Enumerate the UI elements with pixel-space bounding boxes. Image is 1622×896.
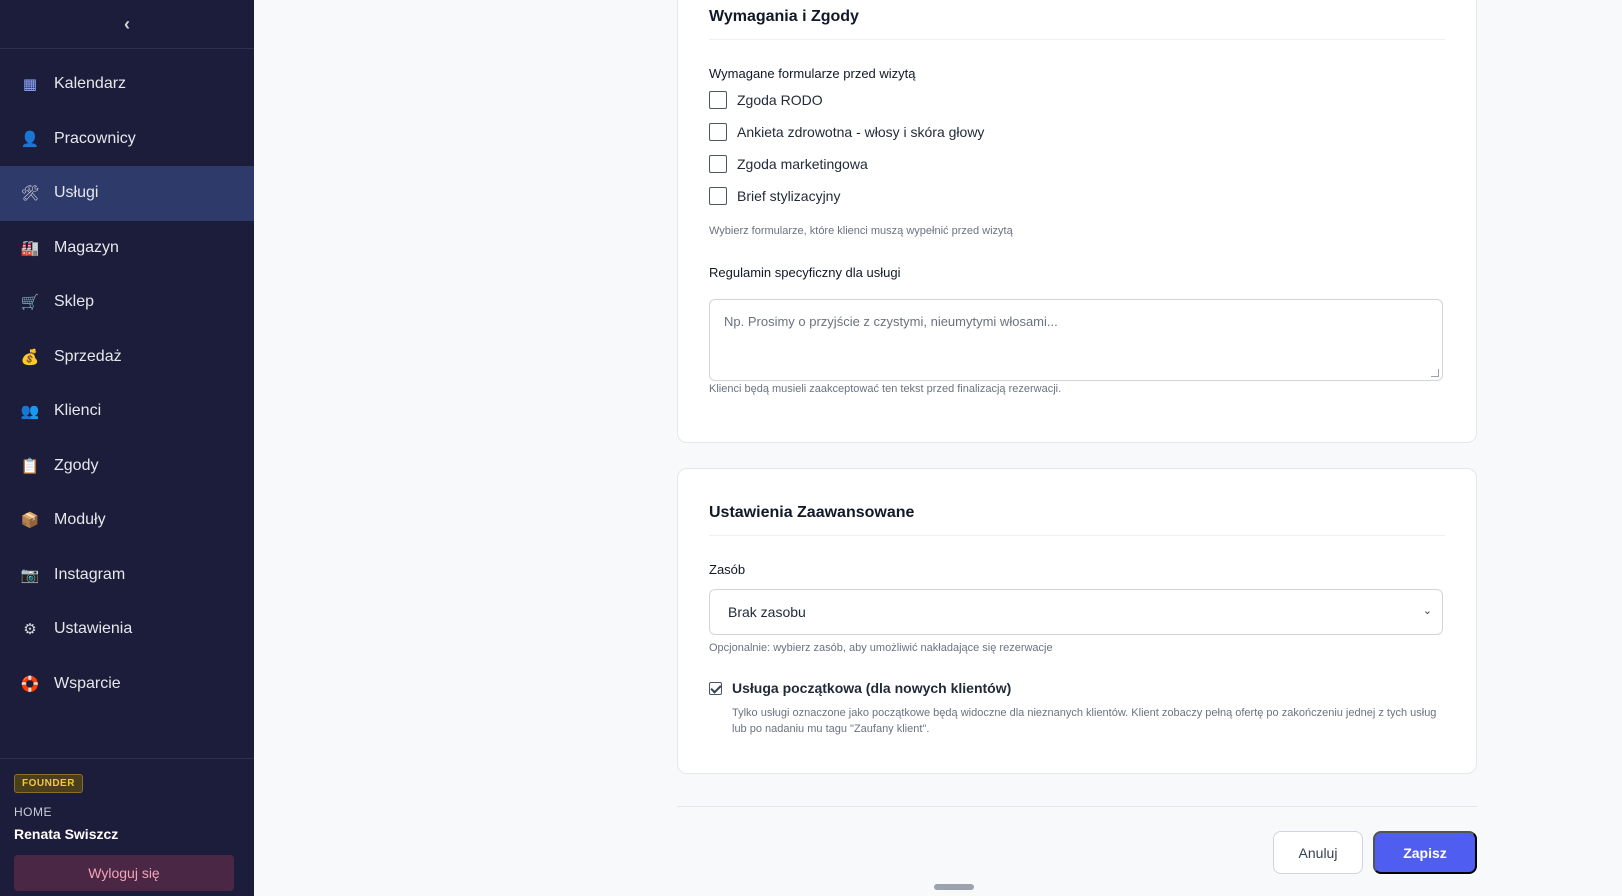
resource-select[interactable] — [709, 589, 1443, 635]
terms-textarea[interactable] — [709, 299, 1443, 381]
sidebar-item-wsparcie[interactable] — [0, 657, 254, 712]
sidebar-item-label: Magazyn — [54, 238, 119, 256]
sidebar-item-label: Klienci — [54, 402, 102, 420]
advanced-settings-card — [677, 468, 1477, 774]
chevron-down-icon: ⌄ — [1422, 605, 1432, 617]
logout-button[interactable]: Wyloguj się — [14, 855, 234, 891]
form-checkbox-rodo[interactable] — [709, 91, 823, 109]
sidebar-item-label: Sprzedaż — [54, 347, 122, 365]
terms-label: Regulamin specyficzny dla usługi — [709, 265, 901, 280]
lifebuoy-icon: 🛟 — [20, 675, 40, 693]
sidebar-item-sklep[interactable] — [0, 275, 254, 330]
sidebar-item-label: Ustawienia — [54, 620, 133, 638]
sidebar-item-sprzedaż[interactable] — [0, 330, 254, 385]
checkbox[interactable] — [709, 123, 727, 141]
workspace-label: HOME — [14, 805, 52, 819]
sidebar-item-ustawienia[interactable] — [0, 602, 254, 657]
founder-badge: FOUNDER — [14, 774, 83, 793]
footer-divider — [677, 806, 1477, 807]
tools-icon: 🛠 — [20, 185, 40, 203]
starter-service-checkbox[interactable] — [709, 680, 1011, 696]
user-name: Renata Swiszcz — [14, 826, 119, 842]
sidebar-item-label: Instagram — [54, 565, 126, 583]
calendar-icon: ▦ — [22, 76, 38, 94]
person-icon: 👤 — [20, 130, 40, 148]
resource-label: Zasób — [709, 562, 746, 577]
form-checkbox-styling-brief[interactable] — [709, 187, 840, 205]
resource-select-value: Brak zasobu — [728, 604, 806, 620]
advanced-title: Ustawienia Zaawansowane — [709, 504, 915, 521]
sidebar-item-label: Moduły — [54, 511, 106, 529]
forms-help: Wybierz formularze, które klienci muszą wypełnić przed wizytą — [709, 225, 1013, 237]
sidebar-item-label: Kalendarz — [54, 75, 127, 93]
clipboard-icon: 📋 — [20, 457, 40, 475]
checkbox-label: Zgoda RODO — [737, 92, 823, 108]
starter-service-label: Usługa początkowa (dla nowych klientów) — [732, 680, 1012, 696]
form-checkbox-health-survey[interactable] — [709, 123, 984, 141]
sidebar — [0, 0, 254, 896]
requirements-card — [677, 0, 1477, 443]
sidebar-item-usługi[interactable] — [0, 166, 254, 221]
chevron-left-icon: ‹ — [124, 13, 130, 34]
form-checkbox-marketing[interactable] — [709, 155, 868, 173]
checkbox[interactable] — [709, 187, 727, 205]
starter-service-description: Tylko usługi oznaczone jako początkowe będą widoczne dla nieznanych klientów. Klient zobaczy pełną ofertę po zakończeniu jednej z tych usług lub po nadaniu mu tagu "Zaufany klient". — [732, 707, 1437, 735]
sidebar-item-label: Sklep — [54, 293, 95, 311]
divider — [709, 535, 1445, 536]
checkbox[interactable] — [709, 91, 727, 109]
factory-icon: 🏭 — [20, 239, 40, 257]
collapse-sidebar-button[interactable] — [0, 0, 254, 49]
sidebar-item-label: Zgody — [54, 456, 99, 474]
sidebar-item-magazyn[interactable] — [0, 221, 254, 276]
sidebar-item-label: Usługi — [54, 184, 99, 202]
sidebar-item-label: Wsparcie — [54, 674, 121, 692]
checkbox-label: Ankieta zdrowotna - włosy i skóra głowy — [737, 124, 985, 140]
resize-handle[interactable] — [1431, 369, 1439, 377]
resource-help: Opcjonalnie: wybierz zasób, aby umożliwić nakładające się rezerwacje — [709, 642, 1053, 654]
money-bag-icon: 💰 — [20, 348, 40, 366]
people-icon: 👥 — [20, 403, 40, 421]
checkbox-label: Brief stylizacyjny — [737, 188, 841, 204]
sidebar-item-pracownicy[interactable] — [0, 112, 254, 167]
requirements-title: Wymagania i Zgody — [709, 8, 859, 25]
sidebar-footer — [0, 758, 254, 896]
sidebar-item-zgody[interactable] — [0, 439, 254, 494]
divider — [709, 39, 1445, 40]
camera-icon: 📷 — [20, 566, 40, 584]
sidebar-item-instagram[interactable] — [0, 548, 254, 603]
save-button[interactable]: Zapisz — [1373, 831, 1477, 874]
sidebar-item-klienci[interactable] — [0, 384, 254, 439]
sidebar-item-kalendarz[interactable] — [0, 57, 254, 112]
terms-placeholder: Np. Prosimy o przyjście z czystymi, nieumytymi włosami... — [724, 314, 1058, 329]
checkbox-checked[interactable] — [709, 682, 722, 695]
package-icon: 📦 — [20, 512, 40, 530]
scroll-handle[interactable] — [934, 884, 974, 890]
sidebar-item-label: Pracownicy — [54, 129, 136, 147]
gear-icon: ⚙ — [23, 621, 37, 639]
cancel-button[interactable]: Anuluj — [1273, 831, 1363, 874]
terms-help: Klienci będą musieli zaakceptować ten tekst przed finalizacją rezerwacji. — [709, 383, 1062, 395]
sidebar-nav — [0, 49, 254, 711]
checkbox[interactable] — [709, 155, 727, 173]
cart-icon: 🛒 — [20, 294, 40, 312]
sidebar-item-moduły[interactable] — [0, 493, 254, 548]
checkbox-label: Zgoda marketingowa — [737, 156, 868, 172]
main-content — [254, 0, 1622, 896]
forms-label: Wymagane formularze przed wizytą — [709, 66, 916, 81]
